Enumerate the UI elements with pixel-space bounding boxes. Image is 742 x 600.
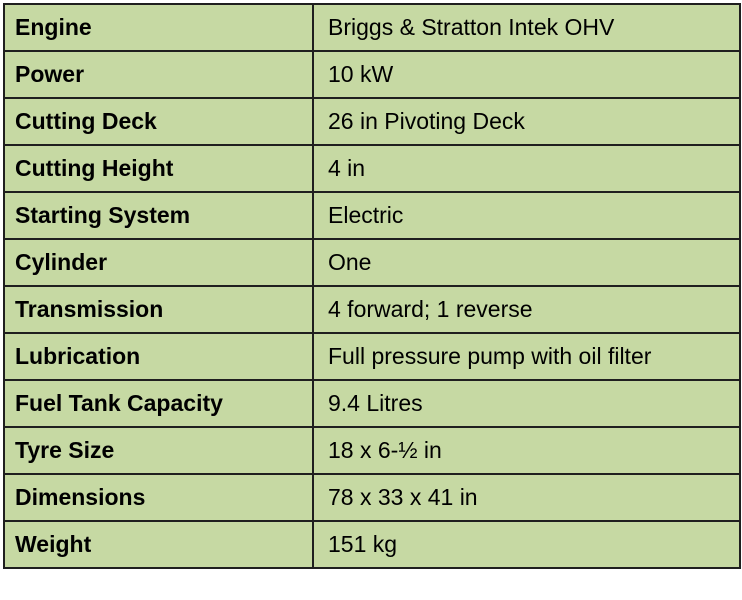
spec-value: One [313, 239, 740, 286]
spec-row-cutting-height [4, 145, 740, 192]
spec-row-power [4, 51, 740, 98]
spec-value: Full pressure pump with oil filter [313, 333, 740, 380]
spec-row-cutting-deck [4, 98, 740, 145]
spec-label: Starting System [4, 192, 313, 239]
spec-row-weight [4, 521, 740, 568]
spec-label: Power [4, 51, 313, 98]
spec-value: 4 forward; 1 reverse [313, 286, 740, 333]
spec-label: Dimensions [4, 474, 313, 521]
spec-label: Cutting Height [4, 145, 313, 192]
spec-value: 78 x 33 x 41 in [313, 474, 740, 521]
spec-value: 151 kg [313, 521, 740, 568]
spec-label: Lubrication [4, 333, 313, 380]
spec-value: 10 kW [313, 51, 740, 98]
spec-value: 26 in Pivoting Deck [313, 98, 740, 145]
spec-label: Cutting Deck [4, 98, 313, 145]
spec-label: Transmission [4, 286, 313, 333]
spec-row-transmission [4, 286, 740, 333]
spec-row-engine [4, 4, 740, 51]
spec-value: 18 x 6-½ in [313, 427, 740, 474]
spec-row-tyre-size [4, 427, 740, 474]
spec-label: Tyre Size [4, 427, 313, 474]
spec-label: Weight [4, 521, 313, 568]
spec-row-cylinder [4, 239, 740, 286]
spec-label: Fuel Tank Capacity [4, 380, 313, 427]
spec-row-dimensions [4, 474, 740, 521]
spec-row-fuel-tank-capacity [4, 380, 740, 427]
spec-label: Cylinder [4, 239, 313, 286]
spec-value: Briggs & Stratton Intek OHV [313, 4, 740, 51]
spec-table-body [4, 4, 740, 568]
spec-row-starting-system [4, 192, 740, 239]
spec-row-lubrication [4, 333, 740, 380]
spec-label: Engine [4, 4, 313, 51]
spec-value: Electric [313, 192, 740, 239]
spec-value: 9.4 Litres [313, 380, 740, 427]
spec-table [3, 3, 741, 569]
spec-value: 4 in [313, 145, 740, 192]
